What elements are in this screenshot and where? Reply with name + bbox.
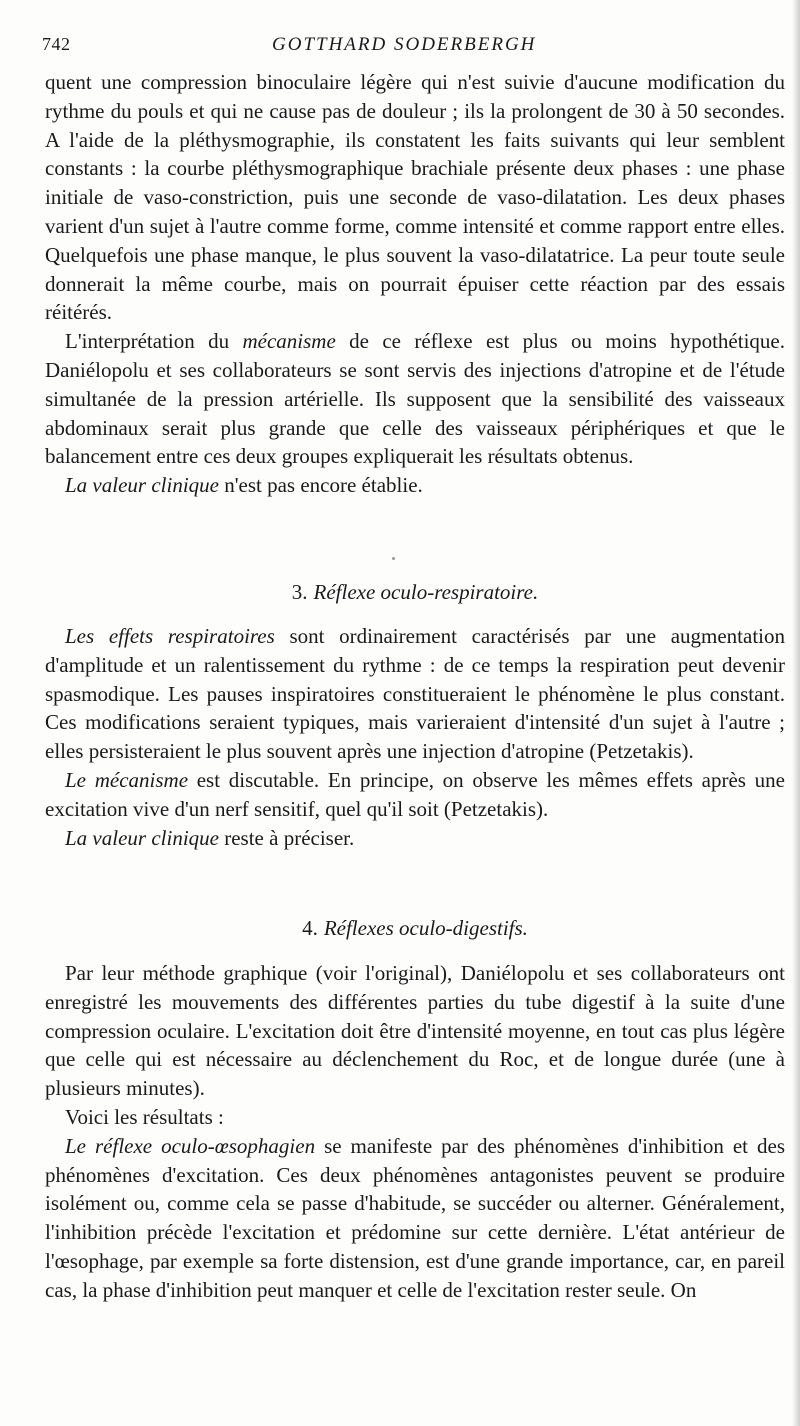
text-block-digestive <box>45 959 785 1305</box>
italic-term: La valeur clinique <box>65 473 219 498</box>
section-heading-4 <box>45 914 785 942</box>
paragraph <box>45 1132 785 1305</box>
text-block-respiratory <box>45 622 785 852</box>
italic-term: Le réflexe oculo-œsophagien <box>65 1133 316 1158</box>
paragraph <box>45 327 785 471</box>
section-title: Réflexes oculo-digestifs. <box>323 916 528 940</box>
italic-term: Le mécanisme <box>65 767 189 792</box>
running-head: GOTTHARD SODERBERGH <box>272 34 537 55</box>
paragraph-text: n'est pas encore établie. <box>218 473 423 498</box>
italic-term: La valeur clinique <box>65 825 219 850</box>
section-heading-3 <box>45 578 785 606</box>
paragraph-text: se manifeste par des phénomènes d'inhibition et des phénomènes d'excitation. Ces deux phénomènes antagonistes peuvent se produire isolément ou, comme cela se passe d'habitude, se succéder ou alterner. Généralement, l'inhibition précède l'excitation et prédomine sur cette dernière. L'état antérieur de l'œsophage, par exemple sa forte distension, est d'une grande importance, car, en pareil cas, la phase d'inhibition peut manquer et celle de l'excitation rester seule. On <box>45 1133 785 1302</box>
page-header <box>42 34 787 64</box>
paragraph <box>45 622 785 766</box>
print-speck <box>392 557 395 560</box>
italic-term: mécanisme <box>242 329 336 354</box>
section-number: 4. <box>302 916 318 940</box>
section-number: 3. <box>291 580 308 604</box>
paragraph-text: de ce réflexe est plus ou moins hypothétique. Daniélopolu et ses collaborateurs se sont servis des injections d'atropine et de l'étude simultanée de la pression artérielle. Ils supposent que la sensibilité des vaisseaux abdominaux serait plus grande que celle des vaisseaux périphériques et que le balancement entre ces deux groupes expliquerait les résultats obtenus. <box>45 329 785 469</box>
paragraph: Par leur méthode graphique (voir l'original), Daniélopolu et ses collaborateurs ont enregistré les mouvements des différentes parties du tube digestif à la suite d'une compression oculaire. L'excitation doit être d'intensité moyenne, en tout cas plus légère que celle qui est nécessaire au déclenchement du Roc, et de longue durée (une à plusieurs minutes). <box>45 961 785 1101</box>
text-block-intro <box>45 68 785 500</box>
paragraph: quent une compression binoculaire légère qui n'est suivie d'aucune modification du rythme du pouls et qui ne cause pas de douleur ; ils la prolongent de 30 à 50 secondes. A l'aide de la pléthysmographie, ils constatent les faits suivants qui leur semblent constants : la courbe pléthysmographique brachiale présente deux phases : une phase initiale de vaso-constriction, puis une seconde de vaso-dilatation. Les deux phases varient d'un sujet à l'autre comme forme, comme intensité et comme rapport entre elles. Quelquefois une phase manque, le plus souvent la vaso-dilatatrice. La peur toute seule donnerait la même courbe, mais on pourrait épuiser cette réaction par des essais réitérés. <box>45 70 785 325</box>
paragraph <box>45 766 785 824</box>
paragraph-text: L'interprétation du <box>65 329 243 354</box>
paragraph-text: reste à préciser. <box>218 825 355 850</box>
section-title: Réflexe oculo-respiratoire. <box>313 580 539 604</box>
paragraph <box>45 471 785 500</box>
paragraph-text: est discutable. En principe, on observe les mêmes effets après une excitation vive d'un nerf sensitif, quel qu'il soit (Petzetakis). <box>45 767 785 821</box>
italic-term: Les effets respiratoires <box>65 624 275 648</box>
page-number: 742 <box>42 34 71 54</box>
paragraph-text: sont ordinairement caractérisés par une augmentation d'amplitude et un ralentissement du rythme : de ce temps la respiration peut devenir spasmodique. Les pauses inspiratoires constitueraient le phénomène le plus constant. Ces modifications seraient typiques, mais varieraient d'intensité d'un sujet à l'autre ; elles persisteraient le plus souvent après une injection d'atropine (Petzetakis). <box>45 624 785 764</box>
paragraph: Voici les résultats : <box>65 1104 224 1129</box>
paragraph <box>45 824 785 853</box>
page-edge-shadow <box>792 0 800 1426</box>
